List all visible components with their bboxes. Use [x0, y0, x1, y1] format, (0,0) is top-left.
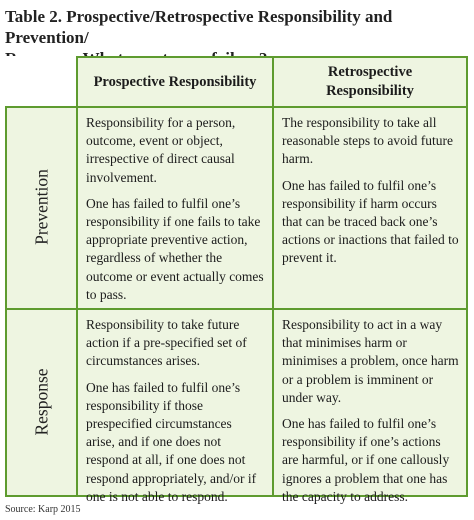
cell-paragraph: Responsibility to act in a way that minimises harm or minimises a problem, once harm or a problem is imminent or under way. — [282, 317, 459, 405]
cell-prevention-retrospective — [274, 110, 466, 308]
header-retrospective-label: Retrospective Responsibility — [326, 64, 414, 99]
cell-paragraph: One has failed to fulfil one’s responsibility if those prespecified circumstances arise, and if one does not respond at all, if one does not respond appropriately, and/or if one is not able to respond. — [86, 379, 257, 504]
right-edge-rule — [466, 56, 468, 497]
cell-paragraph: Responsibility to take future action if a pre-specified set of circumstances arises. — [86, 317, 247, 369]
header-prospective-label: Prospective Responsibility — [93, 73, 257, 90]
responsibility-table — [5, 56, 468, 504]
row-label-response: Response — [31, 368, 52, 436]
source-note: Source: Karp 2015 — [5, 504, 81, 515]
middle-rule — [5, 308, 468, 310]
cell-paragraph: One has failed to fulfil one’s responsibility if harm occurs that can be traced back one’s actions or inactions that failed to prevent it. — [282, 177, 459, 266]
caption-line-1: Table 2. Prospective/Retrospective Responsibility and Prevention/ — [5, 7, 393, 47]
cell-paragraph: One has failed to fulfil one’s responsibility if one fails to take appropriate preventive action, regardless of whether the outcome or event actually comes to pass. — [86, 195, 264, 302]
empty-corner-cell — [5, 56, 76, 106]
left-edge-rule — [5, 106, 7, 497]
row-label-prevention: Prevention — [31, 169, 52, 245]
cell-response-retrospective — [274, 312, 466, 504]
cell-paragraph: One has failed to fulfil one’s responsibility if one’s actions are harmful, or if one callously ignores a problem that one has the capacity to address. — [282, 416, 450, 504]
cell-response-prospective — [78, 312, 272, 504]
cell-prevention-prospective — [78, 110, 272, 308]
header-prospective — [78, 58, 272, 106]
cell-paragraph: The responsibility to take all reasonable steps to avoid future harm. — [282, 115, 453, 167]
header-rule — [5, 106, 468, 108]
cell-paragraph: Responsibility for a person, outcome, event or object, irrespective of direct causal involvement. — [86, 115, 236, 185]
header-retrospective — [274, 58, 466, 106]
